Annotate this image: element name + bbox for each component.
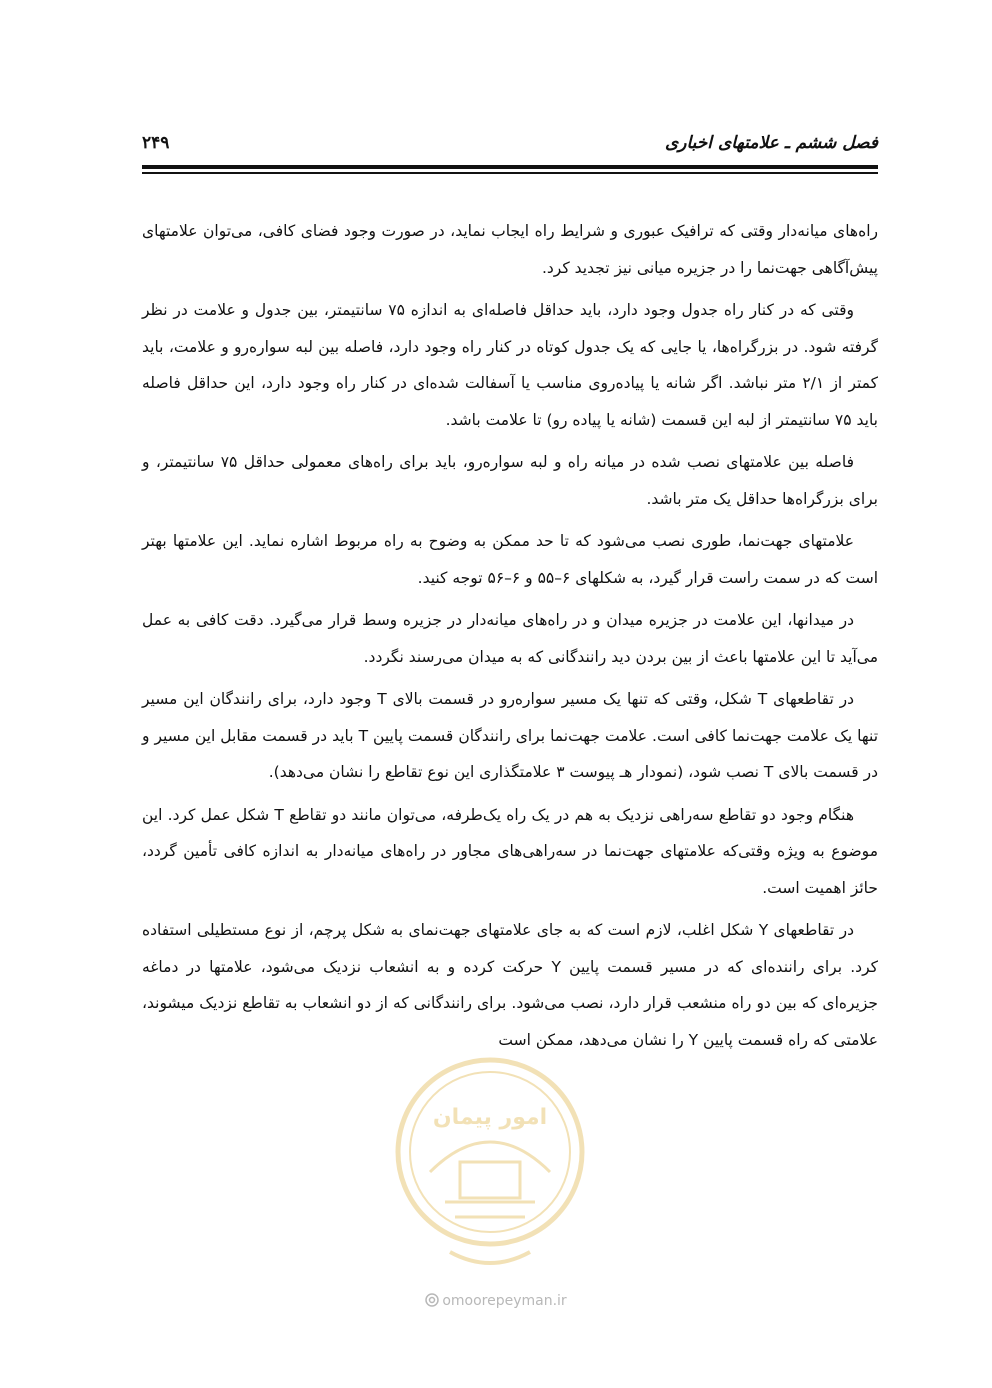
paragraph: فاصله بین علامتهای نصب شده در میانه راه و لبه سواره‌رو، باید برای راه‌های معمولی حداقل ۷۵ سانتیمتر، و برای بزرگراه‌ها حداقل یک متر باشد.	[142, 453, 878, 508]
page-header	[142, 128, 878, 158]
paragraph: در میدانها، این علامت در جزیره میدان و در راه‌های میانه‌دار در جزیره وسط قرار می‌گیرد. دقت کافی به عمل می‌آید تا این علامتها باعث از بین بردن دید رانندگانی که به میدان می‌رسند نگردد.	[142, 611, 878, 666]
site-url[interactable]: omoorepeyman.ir	[442, 1293, 567, 1309]
page-number: ۲۴۹	[142, 133, 170, 153]
paragraph: در تقاطعهای T شکل، وقتی که تنها یک مسیر سواره‌رو در قسمت بالای T وجود دارد، برای رانندگان این مسیر تنها یک علامت جهت‌نما کافی است. علامت جهت‌نما برای رانندگان قسمت پایین T باید در قسمت مقابل این مسیر و در قسمت بالای T نصب شود، (نمودار هـ پیوست ۳ علامتگذاری این نوع تقاطع را نشان می‌دهد).	[142, 690, 879, 781]
paragraph: وقتی که در کنار راه جدول وجود دارد، باید حداقل فاصله‌ای به اندازه ۷۵ سانتیمتر، بین جدول و علامت در نظر گرفته شود. در بزرگراه‌ها، یا جایی که یک جدول کوتاه در کنار راه وجود دارد، فاصله بین لبه سواره‌رو و علامت، باید کمتر از ۲/۱ متر نباشد. اگر شانه یا پیاده‌روی مناسب یا آسفالت شده‌ای در کنار راه وجود دارد، این حداقل فاصله باید ۷۵ سانتیمتر از لبه این قسمت (شانه یا پیاده رو) تا علامت باشد.	[142, 301, 879, 429]
watermark-text: امور پیمان	[432, 1105, 548, 1130]
header-rule-thin	[142, 172, 878, 174]
paragraph: علامتهای جهت‌نما، طوری نصب می‌شود که تا حد ممکن به وضوح به راه مربوط اشاره نماید. این علامتها بهتر است که در سمت راست قرار گیرد، به شکلهای ۶–۵۵ و ۶–۵۶ توجه کنید.	[142, 532, 878, 587]
chapter-title: فصل ششم ـ علامتهای اخباری	[664, 133, 878, 153]
footer-site	[0, 1293, 992, 1309]
paragraph: هنگام وجود دو تقاطع سه‌راهی نزدیک به هم در یک راه یک‌طرفه، می‌توان مانند دو تقاطع T شکل عمل کرد. این موضوع به ویژه وقتی‌که علامتهای جهت‌نما در سه‌راهی‌های مجاور در راه‌های میانه‌دار به اندازه کافی تأمین گردد، حائز اهمیت است.	[142, 805, 878, 897]
header-rule-thick	[142, 165, 878, 169]
watermark-emblem-icon	[390, 1052, 590, 1274]
body-text	[142, 213, 878, 1064]
paragraph: در تقاطعهای Y شکل اغلب، لازم است که به جای علامتهای جهت‌نمای به شکل پرچم، از نوع مستطیلی استفاده کرد. برای راننده‌ای که در مسیر قسمت پایین Y حرکت کرده و به انشعاب نزدیک می‌شود، علامتها در دماغه جزیره‌ای که بین دو راه منشعب قرار دارد، نصب می‌شود. برای رانندگانی که از دو انشعاب به تقاطع نزدیک میشوند، علامتی که راه قسمت پایین Y را نشان می‌دهد، ممکن است	[142, 921, 879, 1049]
paragraph: راه‌های میانه‌دار وقتی که ترافیک عبوری و شرایط راه ایجاب نماید، در صورت وجود فضای کافی، می‌توان علامتهای پیش‌آگاهی جهت‌نما را در جزیره میانی نیز تجدید کرد.	[142, 222, 878, 277]
at-icon	[425, 1293, 439, 1307]
